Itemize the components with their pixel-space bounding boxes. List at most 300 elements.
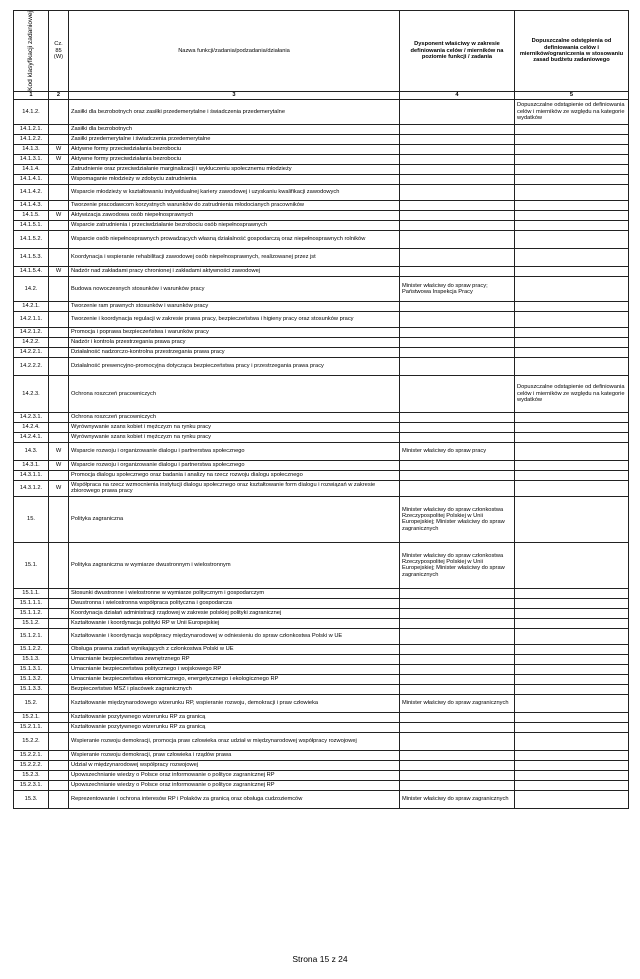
row-cz (49, 134, 69, 144)
row-odstepstwa (515, 301, 629, 311)
row-dysponent (400, 337, 515, 347)
row-odstepstwa (515, 337, 629, 347)
row-dysponent (400, 301, 515, 311)
row-nazwa: Udział w międzynarodowej współpracy rozwojowej (69, 760, 400, 770)
row-kod: 14.1.3. (14, 144, 49, 154)
row-kod: 15.2.2.1. (14, 750, 49, 760)
row-nazwa: Koordynacja i wspieranie rehabilitacji zawodowej osób niepełnosprawnych, realizowanej przez jst (69, 248, 400, 266)
row-kod: 15.2.3.1. (14, 780, 49, 790)
row-kod: 14.2.1. (14, 301, 49, 311)
row-odstepstwa (515, 654, 629, 664)
row-kod: 14.3.1. (14, 460, 49, 470)
row-kod: 14.1.4.3. (14, 200, 49, 210)
row-kod: 15.2.1.1. (14, 722, 49, 732)
classification-table (13, 10, 629, 809)
row-kod: 14.1.5.1. (14, 220, 49, 230)
row-nazwa: Wsparcie młodzieży w kształtowaniu indywidualnej kariery zawodowej i uzyskaniu kwalifikacji zawodowych (69, 184, 400, 200)
row-odstepstwa (515, 124, 629, 134)
table-row (14, 684, 629, 694)
row-cz (49, 301, 69, 311)
row-dysponent (400, 760, 515, 770)
row-dysponent (400, 750, 515, 760)
row-nazwa: Ochrona roszczeń pracowniczych (69, 375, 400, 412)
row-cz (49, 770, 69, 780)
row-cz (49, 654, 69, 664)
row-odstepstwa (515, 750, 629, 760)
row-nazwa: Budowa nowoczesnych stosunków i warunków pracy (69, 276, 400, 301)
row-dysponent (400, 674, 515, 684)
row-dysponent (400, 327, 515, 337)
row-nazwa: Polityka zagraniczna w wymiarze dwustronnym i wielostronnym (69, 542, 400, 588)
row-nazwa: Promocja i poprawa bezpieczeństwa i warunków pracy (69, 327, 400, 337)
table-row (14, 154, 629, 164)
column-number: 1 (14, 91, 49, 99)
row-odstepstwa (515, 442, 629, 460)
row-dysponent (400, 248, 515, 266)
row-odstepstwa (515, 628, 629, 644)
table-header-row (14, 11, 629, 92)
table-row (14, 712, 629, 722)
row-dysponent (400, 480, 515, 496)
row-cz (49, 422, 69, 432)
row-dysponent (400, 644, 515, 654)
row-dysponent (400, 375, 515, 412)
row-nazwa: Wsparcie rozwoju i organizowanie dialogu i partnerstwa społecznego (69, 442, 400, 460)
table-row (14, 184, 629, 200)
row-cz (49, 184, 69, 200)
row-dysponent (400, 124, 515, 134)
row-kod: 15.1. (14, 542, 49, 588)
row-dysponent (400, 654, 515, 664)
row-dysponent: Minister właściwy do spraw pracy; Państwowa Inspekcja Pracy (400, 276, 515, 301)
row-odstepstwa (515, 422, 629, 432)
row-nazwa: Nadzór i kontrola przestrzegania prawa pracy (69, 337, 400, 347)
row-kod: 14.2.4. (14, 422, 49, 432)
row-odstepstwa (515, 432, 629, 442)
row-kod: 14.2.1.1. (14, 311, 49, 327)
row-odstepstwa (515, 248, 629, 266)
table-row (14, 722, 629, 732)
row-nazwa: Aktywizacja zawodowa osób niepełnosprawnych (69, 210, 400, 220)
row-odstepstwa (515, 276, 629, 301)
row-nazwa: Wsparcie osób niepełnosprawnych prowadzących własną działalność gospodarczą oraz niepełnosprawnych rolników (69, 230, 400, 248)
table-row (14, 442, 629, 460)
row-cz (49, 598, 69, 608)
row-dysponent (400, 174, 515, 184)
row-dysponent: Minister właściwy do spraw zagranicznych (400, 694, 515, 712)
row-odstepstwa: Dopuszczalne odstąpienie od definiowania celów i mierników ze względu na kategorie wydatków (515, 99, 629, 124)
page-number: Strona 15 z 24 (292, 954, 348, 964)
row-nazwa: Reprezentowanie i ochrona interesów RP i Polaków za granicą oraz obsługa cudzoziemców (69, 790, 400, 808)
table-row (14, 496, 629, 542)
row-nazwa: Tworzenie pracodawcom korzystnych warunków do zatrudnienia młodocianych pracowników (69, 200, 400, 210)
row-odstepstwa (515, 664, 629, 674)
row-nazwa: Zasiłki dla bezrobotnych (69, 124, 400, 134)
row-odstepstwa (515, 588, 629, 598)
row-kod: 14.1.4.2. (14, 184, 49, 200)
row-kod: 14.1.5. (14, 210, 49, 220)
row-cz (49, 608, 69, 618)
row-odstepstwa (515, 327, 629, 337)
row-cz (49, 311, 69, 327)
row-nazwa: Kształtowanie pozytywnego wizerunku RP za granicą (69, 712, 400, 722)
row-cz (49, 722, 69, 732)
header-odstepstwa: Dopuszczalne odstępienia od definiowania celów i mierników/ograniczenia w stosowaniu zasad budżetu zadaniowego (515, 11, 629, 92)
table-row (14, 770, 629, 780)
row-kod: 15.2.1. (14, 712, 49, 722)
header-nazwa: Nazwa funkcji/zadania/podzadania/działania (69, 11, 400, 92)
row-kod: 14.3.1.2. (14, 480, 49, 496)
row-odstepstwa (515, 210, 629, 220)
row-cz (49, 412, 69, 422)
row-odstepstwa (515, 412, 629, 422)
column-number-row (14, 91, 629, 99)
row-kod: 14.3. (14, 442, 49, 460)
row-odstepstwa (515, 780, 629, 790)
row-cz (49, 644, 69, 654)
row-kod: 15.2.2.2. (14, 760, 49, 770)
row-nazwa: Wspieranie rozwoju demokracji, praw człowieka i rządów prawa (69, 750, 400, 760)
table-row (14, 174, 629, 184)
row-kod: 14.1.4.1. (14, 174, 49, 184)
row-cz: W (49, 480, 69, 496)
row-dysponent (400, 628, 515, 644)
row-nazwa: Upowszechnianie wiedzy o Polsce oraz informowanie o polityce zagranicznej RP (69, 770, 400, 780)
table-row (14, 644, 629, 654)
row-cz (49, 470, 69, 480)
table-row (14, 200, 629, 210)
row-odstepstwa (515, 164, 629, 174)
row-cz (49, 780, 69, 790)
row-kod: 14.1.4. (14, 164, 49, 174)
table-row (14, 99, 629, 124)
row-nazwa: Wspieranie rozwoju demokracji, promocja praw człowieka oraz udział w międzynarodowej współpracy rozwojowej (69, 732, 400, 750)
row-odstepstwa (515, 460, 629, 470)
row-dysponent (400, 470, 515, 480)
row-kod: 14.1.5.3. (14, 248, 49, 266)
row-dysponent: Minister właściwy do spraw członkostwa Rzeczypospolitej Polskiej w Unii Europejskiej; Minister właściwy do spraw zagranicznych (400, 496, 515, 542)
row-odstepstwa (515, 790, 629, 808)
row-nazwa: Tworzenie i koordynacja regulacji w zakresie prawa pracy, bezpieczeństwa i higieny pracy oraz stosunków pracy (69, 311, 400, 327)
row-cz (49, 542, 69, 588)
row-odstepstwa (515, 598, 629, 608)
row-cz (49, 588, 69, 598)
row-kod: 15.1.3.2. (14, 674, 49, 684)
row-odstepstwa (515, 230, 629, 248)
row-nazwa: Wspomaganie młodzieży w zdobyciu zatrudnienia (69, 174, 400, 184)
table-row (14, 780, 629, 790)
row-odstepstwa (515, 608, 629, 618)
row-dysponent (400, 732, 515, 750)
row-kod: 14.2.2.1. (14, 347, 49, 357)
row-odstepstwa (515, 154, 629, 164)
row-nazwa: Tworzenie ram prawnych stosunków i warunków pracy (69, 301, 400, 311)
table-row (14, 480, 629, 496)
row-kod: 14.2.2. (14, 337, 49, 347)
row-kod: 15.1.2.1. (14, 628, 49, 644)
row-cz (49, 694, 69, 712)
table-body (14, 99, 629, 808)
row-dysponent (400, 311, 515, 327)
row-dysponent (400, 164, 515, 174)
row-cz (49, 496, 69, 542)
table-row (14, 790, 629, 808)
table-row (14, 608, 629, 618)
table-row (14, 301, 629, 311)
row-kod: 14.2.2.2. (14, 357, 49, 375)
header-kod-label: Kod klasyfikacji zadaniowej (27, 11, 35, 91)
row-nazwa: Wsparcie zatrudnienia i przeciwdziałanie bezrobociu osób niepełnosprawnych (69, 220, 400, 230)
row-odstepstwa (515, 174, 629, 184)
row-dysponent (400, 712, 515, 722)
row-kod: 14.1.2.1. (14, 124, 49, 134)
row-kod: 14.1.3.1. (14, 154, 49, 164)
row-odstepstwa (515, 618, 629, 628)
row-cz (49, 174, 69, 184)
row-cz (49, 327, 69, 337)
row-odstepstwa (515, 722, 629, 732)
row-odstepstwa (515, 694, 629, 712)
row-kod: 15.1.3.1. (14, 664, 49, 674)
table-row (14, 750, 629, 760)
row-dysponent (400, 422, 515, 432)
row-cz: W (49, 144, 69, 154)
header-cz: Cz. 85 (W) (49, 11, 69, 92)
table-row (14, 210, 629, 220)
row-dysponent: Minister właściwy do spraw członkostwa Rzeczypospolitej Polskiej w Unii Europejskiej; Minister właściwy do spraw zagranicznych (400, 542, 515, 588)
row-dysponent (400, 608, 515, 618)
row-odstepstwa (515, 480, 629, 496)
row-nazwa: Działalność prewencyjno-promocyjna dotycząca bezpieczeństwa pracy i przestrzegania prawa pracy (69, 357, 400, 375)
table-row (14, 422, 629, 432)
row-nazwa: Działalność nadzorczo-kontrolna przestrzegania prawa pracy (69, 347, 400, 357)
row-dysponent (400, 770, 515, 780)
row-odstepstwa (515, 760, 629, 770)
row-dysponent: Minister właściwy do spraw pracy (400, 442, 515, 460)
row-dysponent (400, 134, 515, 144)
row-kod: 14.2.3. (14, 375, 49, 412)
row-dysponent (400, 598, 515, 608)
row-cz (49, 712, 69, 722)
row-nazwa: Zasiłki przedemerytalne i świadczenia przedemerytalne (69, 134, 400, 144)
row-dysponent (400, 220, 515, 230)
row-nazwa: Upowszechnianie wiedzy o Polsce oraz informowanie o polityce zagranicznej RP (69, 780, 400, 790)
table-row (14, 618, 629, 628)
row-kod: 15.2.2. (14, 732, 49, 750)
row-dysponent (400, 664, 515, 674)
table-row (14, 412, 629, 422)
row-cz: W (49, 442, 69, 460)
row-kod: 14.2. (14, 276, 49, 301)
row-kod: 14.1.5.4. (14, 266, 49, 276)
row-odstepstwa (515, 496, 629, 542)
row-dysponent (400, 432, 515, 442)
row-nazwa: Wyrównywanie szans kobiet i mężczyzn na rynku pracy (69, 432, 400, 442)
row-nazwa: Umacnianie bezpieczeństwa politycznego i wojskowego RP (69, 664, 400, 674)
row-odstepstwa (515, 357, 629, 375)
table-row (14, 266, 629, 276)
row-dysponent (400, 144, 515, 154)
table-row (14, 375, 629, 412)
row-cz (49, 732, 69, 750)
row-kod: 15.1.3. (14, 654, 49, 664)
table-row (14, 460, 629, 470)
row-odstepstwa (515, 684, 629, 694)
table-row (14, 694, 629, 712)
column-number: 5 (515, 91, 629, 99)
table-row (14, 674, 629, 684)
row-dysponent (400, 357, 515, 375)
table-row (14, 542, 629, 588)
column-number: 3 (69, 91, 400, 99)
row-nazwa: Wsparcie rozwoju i organizowanie dialogu i partnerstwa społecznego (69, 460, 400, 470)
row-odstepstwa (515, 644, 629, 654)
row-kod: 15. (14, 496, 49, 542)
row-cz (49, 628, 69, 644)
row-cz (49, 337, 69, 347)
row-dysponent (400, 618, 515, 628)
row-cz (49, 750, 69, 760)
table-row (14, 124, 629, 134)
column-number: 4 (400, 91, 515, 99)
row-kod: 14.3.1.1. (14, 470, 49, 480)
row-kod: 14.2.1.2. (14, 327, 49, 337)
row-odstepstwa (515, 347, 629, 357)
table-row (14, 470, 629, 480)
row-nazwa: Kształtowanie międzynarodowego wizerunku RP, wspieranie rozwoju, demokracji i praw człowieka (69, 694, 400, 712)
table-row (14, 164, 629, 174)
row-nazwa: Aktywne formy przeciwdziałania bezrobociu (69, 154, 400, 164)
row-cz (49, 618, 69, 628)
table-row (14, 276, 629, 301)
row-cz (49, 684, 69, 694)
row-odstepstwa (515, 674, 629, 684)
row-cz (49, 276, 69, 301)
row-kod: 15.1.3.3. (14, 684, 49, 694)
row-cz (49, 760, 69, 770)
row-dysponent (400, 154, 515, 164)
row-nazwa: Ochrona roszczeń pracowniczych (69, 412, 400, 422)
row-cz (49, 230, 69, 248)
row-odstepstwa: Dopuszczalne odstąpienie od definiowania celów i mierników ze względu na kategorie wydatków (515, 375, 629, 412)
column-number: 2 (49, 91, 69, 99)
row-odstepstwa (515, 311, 629, 327)
table-row (14, 347, 629, 357)
row-nazwa: Polityka zagraniczna (69, 496, 400, 542)
row-cz (49, 347, 69, 357)
row-cz (49, 375, 69, 412)
row-nazwa: Dwustronna i wielostronna współpraca polityczna i gospodarcza (69, 598, 400, 608)
row-dysponent (400, 200, 515, 210)
row-nazwa: Nadzór nad zakładami pracy chronionej i zakładami aktywności zawodowej (69, 266, 400, 276)
header-kod (14, 11, 49, 92)
row-kod: 14.1.2. (14, 99, 49, 124)
row-kod: 14.2.3.1. (14, 412, 49, 422)
row-nazwa: Obsługa prawna zadań wynikających z członkostwa Polski w UE (69, 644, 400, 654)
header-dysponent: Dysponent właściwy w zakresie definiowania celów / mierników na poziomie funkcji / zadania (400, 11, 515, 92)
row-nazwa: Wyrównywanie szans kobiet i mężczyzn na rynku pracy (69, 422, 400, 432)
row-cz (49, 674, 69, 684)
table-row (14, 732, 629, 750)
row-nazwa: Stosunki dwustronne i wielostronne w wymiarze politycznym i gospodarczym (69, 588, 400, 598)
table-row (14, 432, 629, 442)
row-cz: W (49, 460, 69, 470)
table-row (14, 760, 629, 770)
row-kod: 14.1.2.2. (14, 134, 49, 144)
table-row (14, 230, 629, 248)
row-nazwa: Aktywne formy przeciwdziałania bezrobociu (69, 144, 400, 154)
row-nazwa: Zatrudnienie oraz przeciwdziałanie marginalizacji i wykluczeniu społecznemu młodzieży (69, 164, 400, 174)
row-cz (49, 248, 69, 266)
row-cz: W (49, 266, 69, 276)
row-cz: W (49, 154, 69, 164)
row-kod: 15.1.1.2. (14, 608, 49, 618)
row-dysponent (400, 412, 515, 422)
row-dysponent (400, 588, 515, 598)
row-odstepstwa (515, 542, 629, 588)
row-nazwa: Kształtowanie i koordynacja polityki RP w Unii Europejskiej (69, 618, 400, 628)
row-odstepstwa (515, 470, 629, 480)
row-odstepstwa (515, 144, 629, 154)
row-cz: W (49, 210, 69, 220)
table-row (14, 311, 629, 327)
table-row (14, 654, 629, 664)
table-row (14, 134, 629, 144)
row-kod: 14.1.5.2. (14, 230, 49, 248)
row-cz (49, 432, 69, 442)
row-kod: 15.1.1.1. (14, 598, 49, 608)
row-kod: 15.1.2. (14, 618, 49, 628)
row-kod: 15.1.1. (14, 588, 49, 598)
table-row (14, 598, 629, 608)
table-row (14, 588, 629, 598)
row-dysponent: Minister właściwy do spraw zagranicznych (400, 790, 515, 808)
row-nazwa: Kształtowanie pozytywnego wizerunku RP za granicą (69, 722, 400, 732)
row-cz (49, 200, 69, 210)
row-dysponent (400, 184, 515, 200)
row-kod: 14.2.4.1. (14, 432, 49, 442)
row-nazwa: Kształtowanie i koordynacja współpracy międzynarodowej w odniesieniu do spraw członkostwa Polski w UE (69, 628, 400, 644)
table-row (14, 327, 629, 337)
row-dysponent (400, 99, 515, 124)
table-row (14, 664, 629, 674)
row-odstepstwa (515, 712, 629, 722)
row-cz (49, 357, 69, 375)
row-dysponent (400, 266, 515, 276)
row-odstepstwa (515, 770, 629, 780)
row-dysponent (400, 210, 515, 220)
row-odstepstwa (515, 200, 629, 210)
table-row (14, 220, 629, 230)
row-nazwa: Bezpieczeństwo MSZ i placówek zagranicznych (69, 684, 400, 694)
row-cz (49, 164, 69, 174)
table-row (14, 357, 629, 375)
row-odstepstwa (515, 184, 629, 200)
row-nazwa: Promocja dialogu społecznego oraz badania i analizy na rzecz rozwoju dialogu społecznego (69, 470, 400, 480)
table-row (14, 144, 629, 154)
row-dysponent (400, 347, 515, 357)
row-kod: 15.2. (14, 694, 49, 712)
row-nazwa: Współpraca na rzecz wzmocnienia instytucji dialogu społecznego oraz kształtowanie form dialogu i rozwiązań w zakresie zbiorowego prawa pracy (69, 480, 400, 496)
row-cz (49, 220, 69, 230)
row-nazwa: Zasiłki dla bezrobotnych oraz zasiłki przedemerytalne i świadczenia przedemerytalne (69, 99, 400, 124)
row-kod: 15.2.3. (14, 770, 49, 780)
table-row (14, 628, 629, 644)
row-nazwa: Koordynacja działań administracji rządowej w zakresie polskiej polityki zagranicznej (69, 608, 400, 618)
row-dysponent (400, 722, 515, 732)
row-odstepstwa (515, 266, 629, 276)
row-cz (49, 124, 69, 134)
